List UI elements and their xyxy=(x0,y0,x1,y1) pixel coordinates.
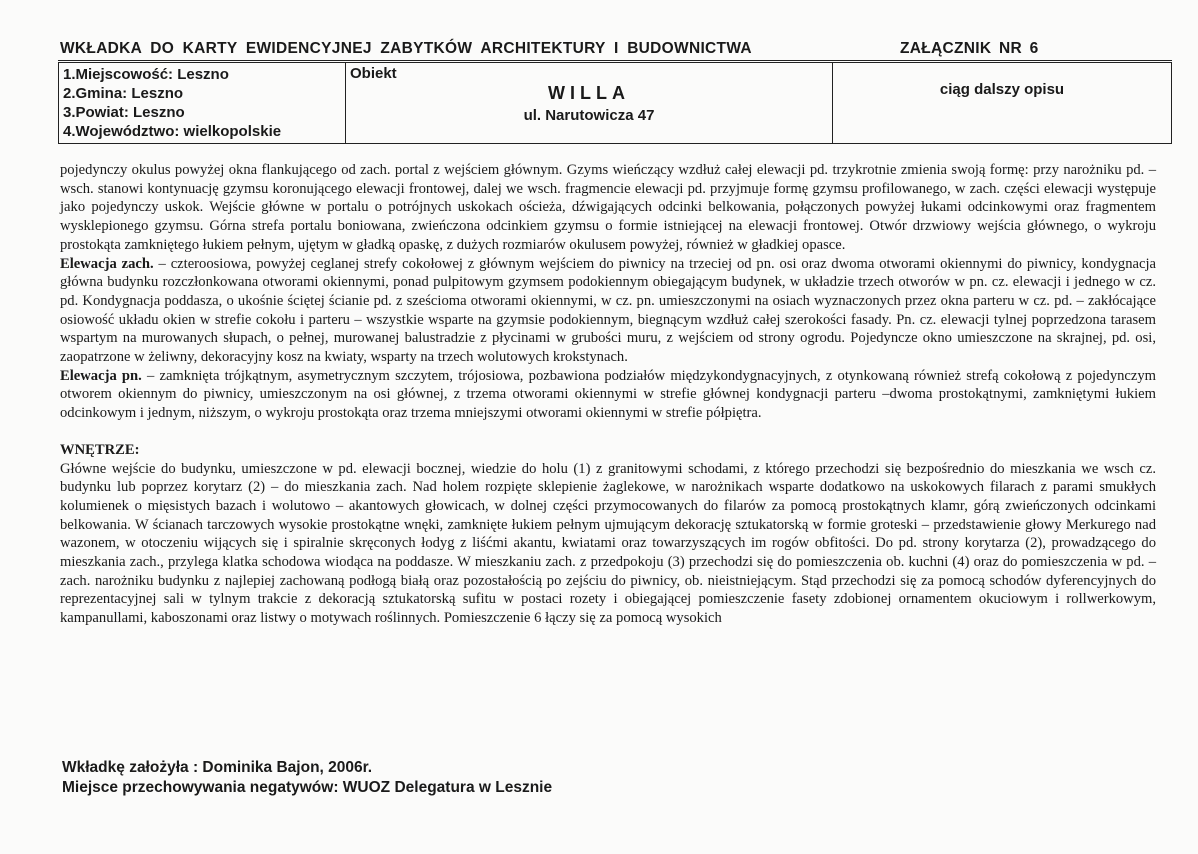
location-town: 1.Miejscowość: Leszno xyxy=(63,66,229,83)
description-body xyxy=(60,161,1156,628)
interior-paragraph: Główne wejście do budynku, umieszczone w pd. elewacji bocznej, wiedzie do holu (1) z granitowymi schodami, z którego przechodzi się bezpośrednio do mieszkania we wsch cz. budynku lub poprzez korytarz (2) – do mieszkania zach. Nad holem rozpięte sklepienie żaglekowe, w narożnikach wsparte dodatkowo na uskokowych filarach z parami smukłych kolumienek o mięsistych bazach i wolutowo – akantowych głowicach, w dolnej części przymocowanych do filarów za pomocą prostokątnych klamr, górą zwieńczonych odcinkami belkowania. W ścianach tarczowych wysokie prostokątne wnęki, zamknięte łukiem pełnym ujmującym dekorację sztukatorską w formie groteski – przedstawienie głowy Merkurego nad wazonem, w otoczeniu wijących się i spiralnie skręconych łodyg z liśćmi akantu, kwiatami oraz towarzyszących im rogów obfitości. Do pd. strony korytarza (2), prowadzącego do mieszkania zach., przylega klatka schodowa wiodąca na poddasze. W mieszkaniu zach. z przedpokoju (3) przechodzi się do pomieszczenia ob. kuchni (4) oraz do pomieszczenia w pd. – zach. narożniku budynku z najlepiej zachowaną podłogą białą oraz pozostałością po zejściu do piwnicy, ob. nieistniejącym. Stąd przechodzi się za pomocą schodów dyferencyjnych do reprezentacyjnej sali w tylnym trakcie z dekoracją sztukatorską sufitu w postaci rozety i obiegającej pomieszczenie fasety zdobionej ornamentem okuciowym i rollwerkowym, kampanullami, kaboszonami oraz listwy o motywach roślinnych. Pomieszczenie 6 łączy się za pomocą wysokich xyxy=(60,460,1156,627)
facade-north-paragraph xyxy=(60,367,1156,423)
metadata-table xyxy=(58,62,1172,144)
interior-heading: WNĘTRZE: xyxy=(60,441,140,458)
object-address: ul. Narutowicza 47 xyxy=(523,107,655,124)
facade-north-label: Elewacja pn. xyxy=(60,367,142,384)
continuation-cell xyxy=(833,63,1172,144)
facade-west-text: – czteroosiowa, powyżej ceglanej strefy cokołowej z głównym wejściem do piwnicy na trzeciej od pn. osi oraz dwoma otworami okiennymi do piwnicy, kondygnacja główna budynku rozczłonkowana otworami okiennymi, ponad pulpitowym gzymsem podokiennym obiegającym budynek, w układzie trzech otworów w pn. cz. elewacji i jednego w cz. pd. Kondygnacja poddasza, o ukośnie ściętej ścianie pd. z sześcioma otworami okiennymi, w cz. pn. umieszczonymi na osiach wyznaczonych przez okna parteru w cz. pd. – zakłócające osiowość układu okien w strefie cokołu i parteru – wszystkie wsparte na gzymsie podokiennym, biegnącym wzdłuż całej szerokości fasady. Pn. cz. elewacji tylnej poprzedzona tarasem wspartym na murowanych słupach, o pełnej, murowanej balustradzie z płycinami w grubości muru, z wejściem od strony ogrodu. Pojedyncze okno umieszczone na skrajnej, pd. osi, zaopatrzone w żeliwny, dekoracyjny kosz na kwiaty, wsparty na trzech wolutowych krokstynach. xyxy=(60,255,1156,366)
location-voivodeship: 4.Województwo: wielkopolskie xyxy=(63,123,282,140)
object-name: WILLA xyxy=(548,83,630,103)
facade-north-text: – zamknięta trójkątnym, asymetrycznym szczytem, trójosiowa, pozbawiona podziałów międzykondygnacyjnych, z otynkowaną również strefą cokołową z pojedynczym otworem okiennym do piwnicy, umieszczonym na osi głównej, z trzema otworami okiennymi w strefie głównej kondygnacji parteru –dwoma prostokątnymi, zamkniętymi łukiem odcinkowym i jednym, niższym, o wykroju prostokąta oraz trzema mniejszymi otworami okiennymi w strefie półpiętra. xyxy=(60,367,1157,422)
form-footer xyxy=(62,758,552,798)
location-district: 3.Powiat: Leszno xyxy=(63,104,185,121)
negatives-location-line: Miejsce przechowywania negatywów: WUOZ Delegatura w Lesznie xyxy=(62,779,553,796)
section-spacer xyxy=(60,423,1156,441)
location-cell xyxy=(59,63,346,144)
continuation-label: ciąg dalszy opisu xyxy=(939,81,1065,98)
facade-west-label: Elewacja zach. xyxy=(60,255,154,272)
facade-west-paragraph xyxy=(60,255,1156,367)
header-divider xyxy=(58,60,1172,61)
object-label: Obiekt xyxy=(350,65,397,82)
object-cell xyxy=(346,63,833,144)
author-line: Wkładkę założyła : Dominika Bajon, 2006r. xyxy=(62,759,373,776)
attachment-number: ZAŁĄCZNIK NR 6 xyxy=(900,40,1039,57)
form-title: WKŁADKA DO KARTY EWIDENCYJNEJ ZABYTKÓW ARCHITEKTURY I BUDOWNICTWA xyxy=(60,40,752,57)
location-commune: 2.Gmina: Leszno xyxy=(63,85,184,102)
facade-south-paragraph: pojedynczy okulus powyżej okna flankującego od zach. portal z wejściem głównym. Gzyms wieńczący wzdłuż całej elewacji pd. trzykrotnie zmienia swoją formę: przy narożniku pd. – wsch. stanowi kontynuację gzymsu koronującego elewacji frontowej, dalej we wsch. fragmencie elewacji pd. przyjmuje formę gzymsu profilowanego, w zach. części elewacji występuje jako pojedynczy uskok. Wejście główne w portalu o potrójnych uskokach ościeża, dźwigających odcinki belkowania, połączonych powyżej łukami odcinkowymi oraz fragmentem wysklepionego gzymsu. Górna strefa portalu boniowana, zwieńczona odcinkiem gzymsu o formie istniejącej na elewacji frontowej. Otwór drzwiowy wejścia głównego, o wykroju prostokąta zamkniętego łukiem pełnym, ujętym w gładką opaskę, z dużych rozmiarów okulusem powyżej, również w gładkiej opasce. xyxy=(60,162,1156,253)
